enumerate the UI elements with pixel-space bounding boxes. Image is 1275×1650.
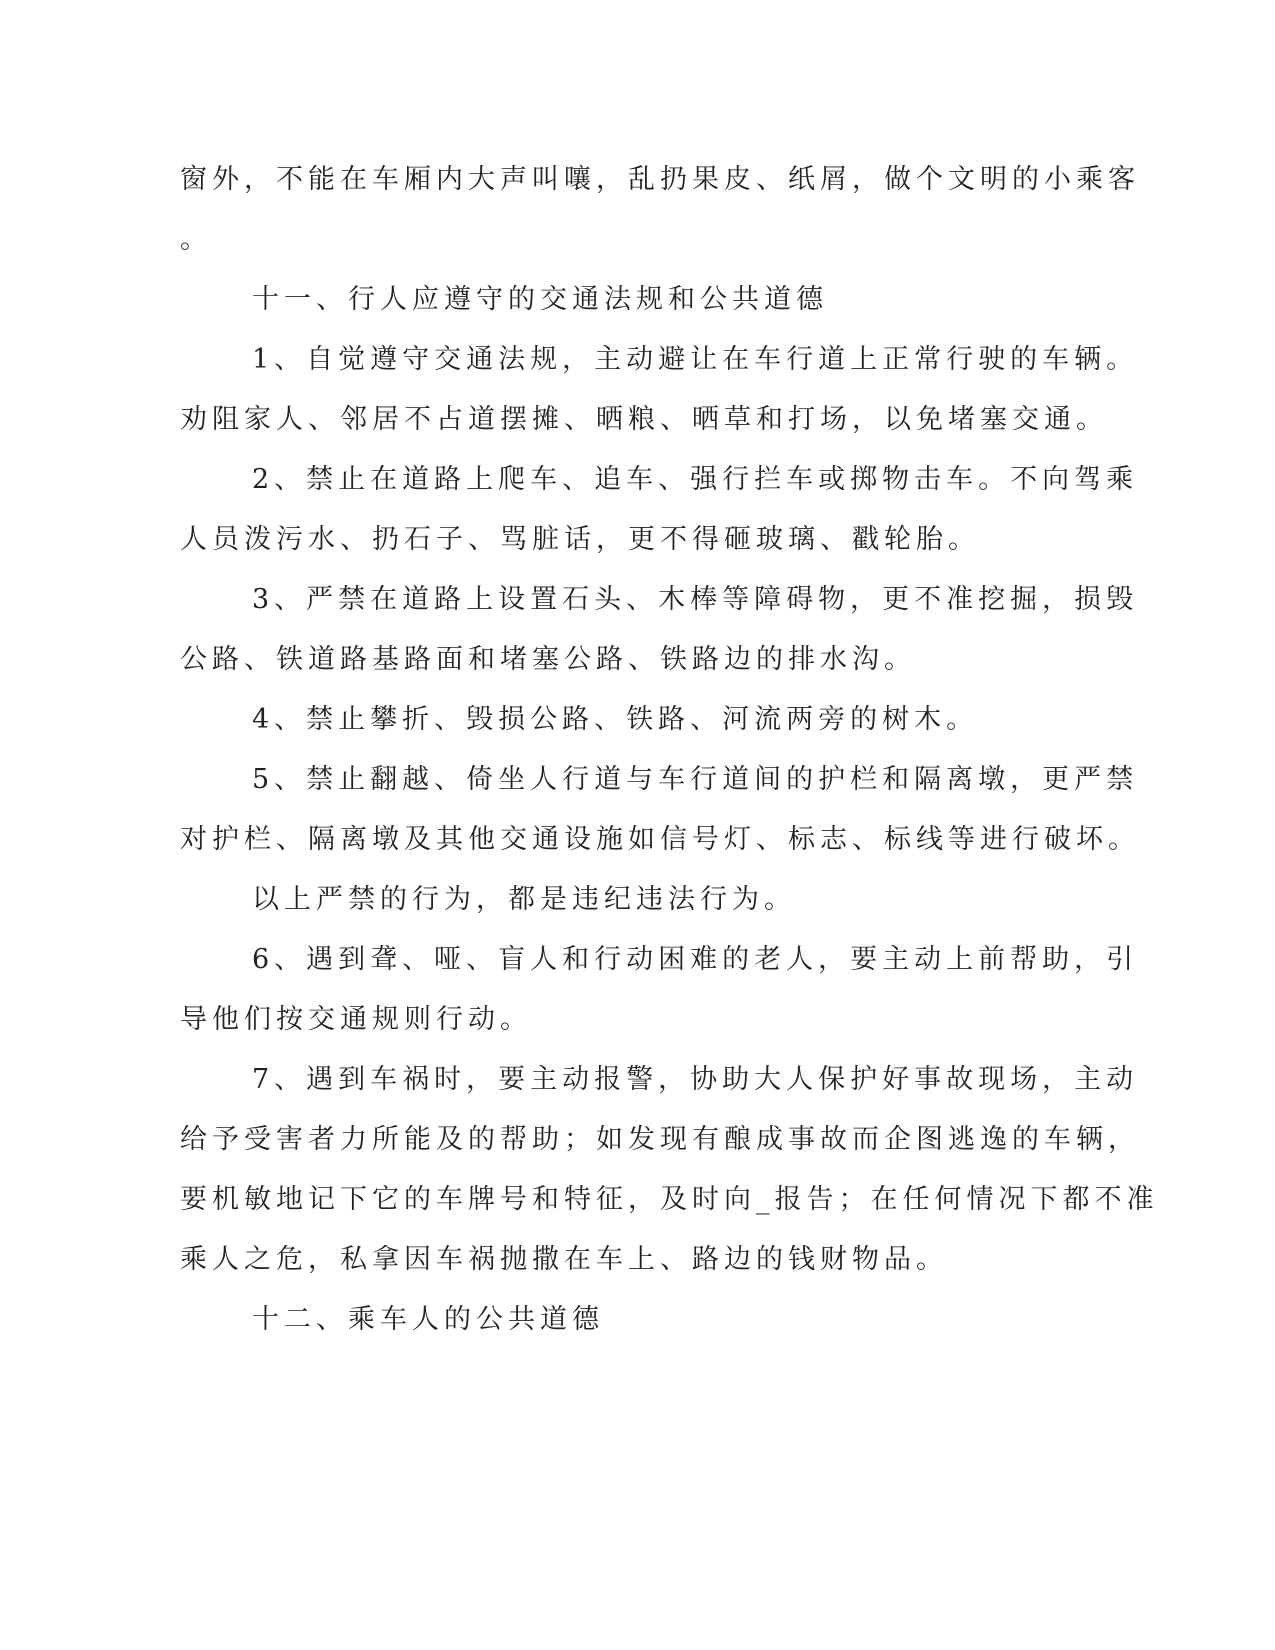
paragraph-line: 。 <box>180 224 212 255</box>
section-heading: 十二、乘车人的公共道德 <box>252 1304 604 1335</box>
paragraph-line: 人员泼污水、扔石子、骂脏话，更不得砸玻璃、戳轮胎。 <box>180 524 980 555</box>
paragraph-line: 5、禁止翻越、倚坐人行道与车行道间的护栏和隔离墩，更严禁 <box>252 764 1139 795</box>
paragraph-line: 1、自觉遵守交通法规，主动避让在车行道上正常行驶的车辆。 <box>252 344 1139 375</box>
paragraph-line: 6、遇到聋、哑、盲人和行动困难的老人，要主动上前帮助，引 <box>252 944 1139 975</box>
section-heading: 十一、行人应遵守的交通法规和公共道德 <box>252 284 828 315</box>
paragraph-line: 公路、铁道路基路面和堵塞公路、铁路边的排水沟。 <box>180 644 916 675</box>
paragraph-line: 2、禁止在道路上爬车、追车、强行拦车或掷物击车。不向驾乘 <box>252 464 1139 495</box>
paragraph-line: 3、严禁在道路上设置石头、木棒等障碍物，更不准挖掘，损毁 <box>252 584 1139 615</box>
paragraph-line: 要机敏地记下它的车牌号和特征，及时向_报告；在任何情况下都不准 <box>180 1184 1159 1215</box>
paragraph-line: 对护栏、隔离墩及其他交通设施如信号灯、标志、标线等进行破坏。 <box>180 824 1140 855</box>
paragraph-line: 7、遇到车祸时，要主动报警，协助大人保护好事故现场，主动 <box>252 1064 1139 1095</box>
paragraph-line: 导他们按交通规则行动。 <box>180 1004 532 1035</box>
paragraph-line: 乘人之危，私拿因车祸抛撒在车上、路边的钱财物品。 <box>180 1244 948 1275</box>
paragraph-line: 以上严禁的行为，都是违纪违法行为。 <box>252 884 796 915</box>
paragraph-line: 4、禁止攀折、毁损公路、铁路、河流两旁的树木。 <box>252 704 979 735</box>
paragraph-line: 给予受害者力所能及的帮助；如发现有酿成事故而企图逃逸的车辆， <box>180 1124 1140 1155</box>
paragraph-line: 窗外，不能在车厢内大声叫嚷，乱扔果皮、纸屑，做个文明的小乘客 <box>180 164 1140 195</box>
paragraph-line: 劝阻家人、邻居不占道摆摊、晒粮、晒草和打场，以免堵塞交通。 <box>180 404 1108 435</box>
